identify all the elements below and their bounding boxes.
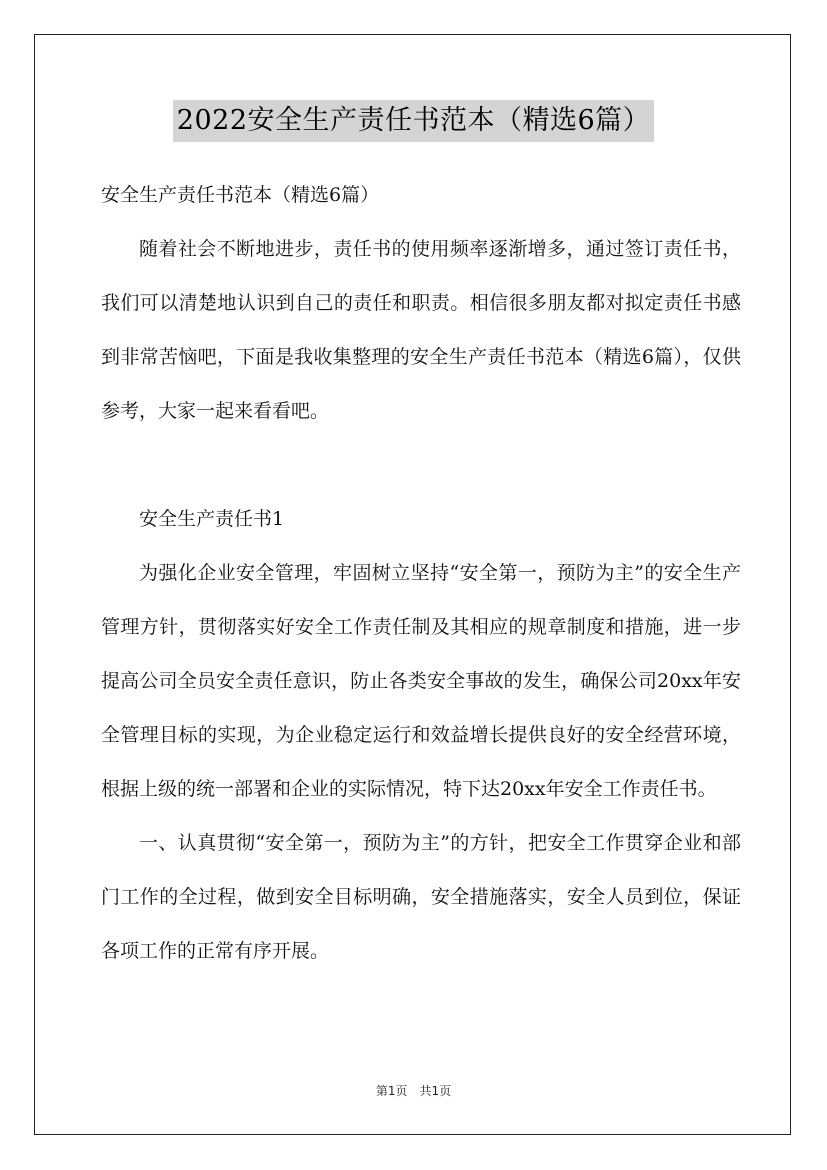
- intro-paragraph: 随着社会不断地进步，责任书的使用频率逐渐增多，通过签订责任书，我们可以清楚地认识到自己的责任和职责。相信很多朋友都对拟定责任书感到非常苦恼吧，下面是我收集整理的安全生产责任书范本（精选6篇），仅供参考，大家一起来看看吧。: [101, 238, 741, 422]
- body-paragraph-2: 一、认真贯彻“安全第一，预防为主”的方针，把安全工作贯穿企业和部门工作的全过程，做到安全目标明确，安全措施落实，安全人员到位，保证各项工作的正常有序开展。: [101, 832, 741, 962]
- document-title: 2022安全生产责任书范本（精选6篇）: [173, 100, 654, 142]
- title-container: [0, 100, 827, 142]
- page-number-current: 第1页: [375, 1084, 408, 1098]
- blank-line: [101, 438, 741, 492]
- body-paragraph-1: 为强化企业安全管理，牢固树立坚持“安全第一，预防为主”的安全生产管理方针，贯彻落实好安全工作责任制及其相应的规章制度和措施，进一步提高公司全员安全责任意识，防止各类安全事故的发生，确保公司20xx年安全管理目标的实现，为企业稳定运行和效益增长提供良好的安全经营环境，根据上级的统一部署和企业的实际情况，特下达20xx年安全工作责任书。: [101, 562, 741, 800]
- page-number-total: 共1页: [419, 1084, 452, 1098]
- section-heading: 安全生产责任书1: [139, 508, 285, 530]
- page-footer: [0, 1082, 827, 1099]
- document-subtitle: 安全生产责任书范本（精选6篇）: [101, 184, 380, 206]
- document-body: [101, 168, 741, 978]
